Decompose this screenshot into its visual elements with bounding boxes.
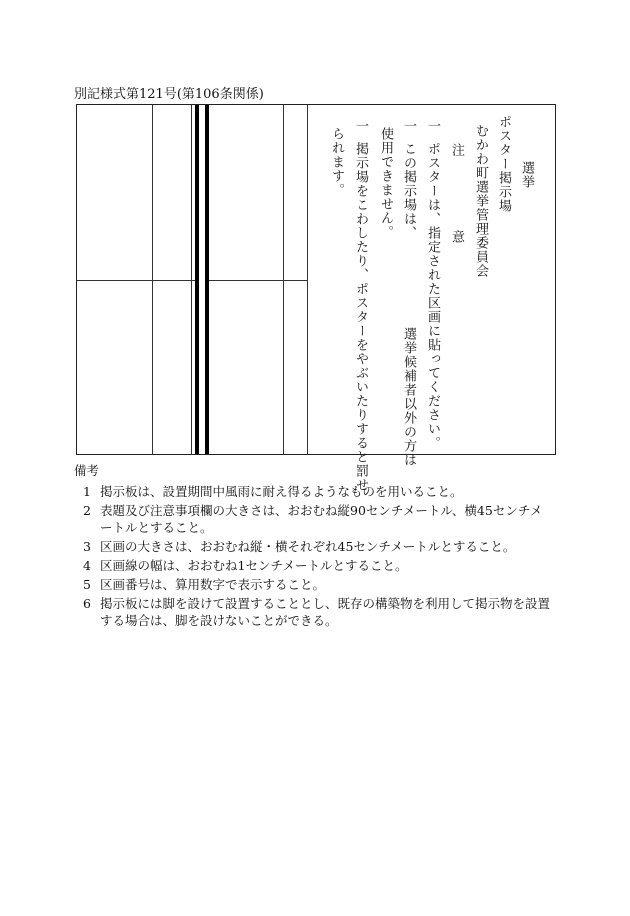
form-caption: 別記様式第121号(第106条関係): [74, 87, 264, 102]
notice-heading-2: 意: [449, 230, 464, 244]
remark-item: [74, 483, 554, 500]
remarks-title: 備考: [74, 463, 100, 478]
note-2-mark: 一: [401, 119, 416, 133]
remark-text: 掲示板は、設置期間中風雨に耐え得るようなものを用いること。: [100, 484, 463, 499]
remark-item: [74, 502, 554, 536]
note-2-text-c: 使用できません。: [378, 127, 393, 239]
note-3-mark: 一: [353, 119, 368, 133]
grid-line: [209, 280, 308, 281]
note-1-text: ポスターは、指定された区画に貼ってください。: [425, 142, 440, 450]
section-divider: [195, 105, 199, 454]
remark-number: 5: [83, 577, 91, 592]
election-label: 選挙: [519, 161, 534, 189]
remark-text: 区画線の幅は、おおむね1センチメートルとすること。: [100, 558, 408, 573]
remark-number: 2: [83, 503, 91, 518]
board-title: ポスター掲示場: [496, 115, 511, 213]
notice-heading-1: 注: [449, 143, 464, 157]
remark-text: 掲示板には脚を設けて設置することとし、既存の構築物を利用して掲示物を設置する場合は、脚を設けないことができる。: [100, 596, 551, 628]
remark-number: 4: [83, 558, 91, 573]
remark-item: [74, 595, 554, 629]
note-1-mark: 一: [425, 119, 440, 133]
note-2-text-a: この掲示場は、: [401, 142, 416, 240]
remark-item: [74, 538, 554, 555]
issuer-name: むかわ町選挙管理委員会: [473, 124, 488, 278]
remarks-section: [74, 462, 554, 631]
note-2-text-b: 選挙候補者以外の方は: [401, 327, 416, 467]
remark-item: [74, 576, 554, 593]
remark-text: 区画の大きさは、おおむね縦・横それぞれ45センチメートルとすること。: [100, 539, 516, 554]
note-3-text-a: 掲示場をこわしたり、ポスターをやぶいたりすると罰せ: [353, 142, 368, 492]
remark-number: 3: [83, 539, 91, 554]
remark-number: 6: [83, 596, 91, 611]
grid-line: [77, 280, 195, 281]
remark-item: [74, 557, 554, 574]
remark-text: 区画番号は、算用数字で表示すること。: [100, 577, 326, 592]
note-3-text-b: られます。: [329, 127, 344, 197]
remark-number: 1: [83, 484, 91, 499]
remark-text: 表題及び注意事項欄の大きさは、おおむね縦90センチメートル、横45センチメートルとすること。: [100, 503, 543, 535]
